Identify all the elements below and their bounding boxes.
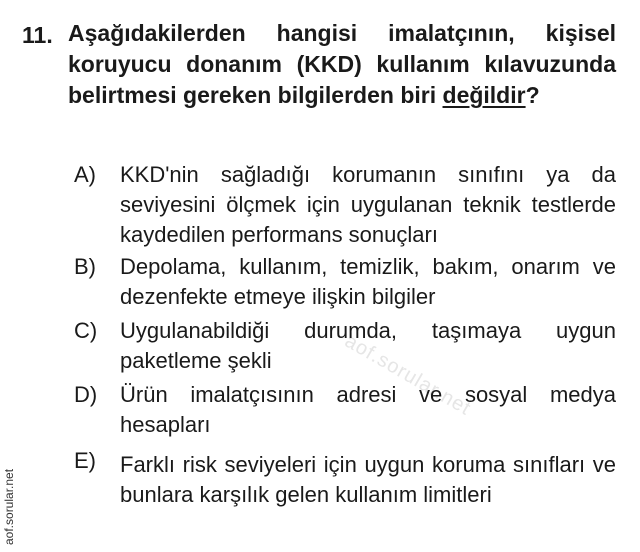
option-e-letter: E) [74, 448, 96, 473]
question-text-end: ? [525, 82, 540, 108]
option-e-text: Farklı risk seviyeleri için uygun koruma sınıfları ve bunlara karşılık gelen kullanım limitleri [120, 452, 616, 507]
option-b-letter: B) [74, 254, 96, 279]
question-emphasis: değildir [442, 82, 526, 108]
question-text-main: Aşağıdakilerden hangisi imalatçının, kişisel koruyucu donanım (KKD) kullanım kılavuzunda belirtmesi gereken bilgilerden biri [68, 20, 616, 108]
option-d-text: Ürün imalatçısının adresi ve sosyal medya hesapları [120, 382, 616, 437]
question-number: 11. [22, 22, 53, 48]
option-b-text: Depolama, kullanım, temizlik, bakım, onarım ve dezenfekte etmeye ilişkin bilgiler [120, 254, 616, 309]
option-c-letter: C) [74, 318, 98, 343]
option-a-letter: A) [74, 162, 96, 187]
option-d-letter: D) [74, 382, 98, 407]
question-text [68, 18, 616, 111]
option-c-text: Uygulanabildiği durumda, taşımaya uygun paketleme şekli [120, 318, 616, 373]
side-watermark: aof.sorular.net [2, 468, 16, 545]
diagonal-watermark: aof.sorular.net [341, 330, 475, 420]
option-a-text: KKD'nin sağladığı korumanın sınıfını ya da seviyesini ölçmek için uygulanan teknik testlerde kaydedilen performans sonuçları [120, 162, 616, 247]
